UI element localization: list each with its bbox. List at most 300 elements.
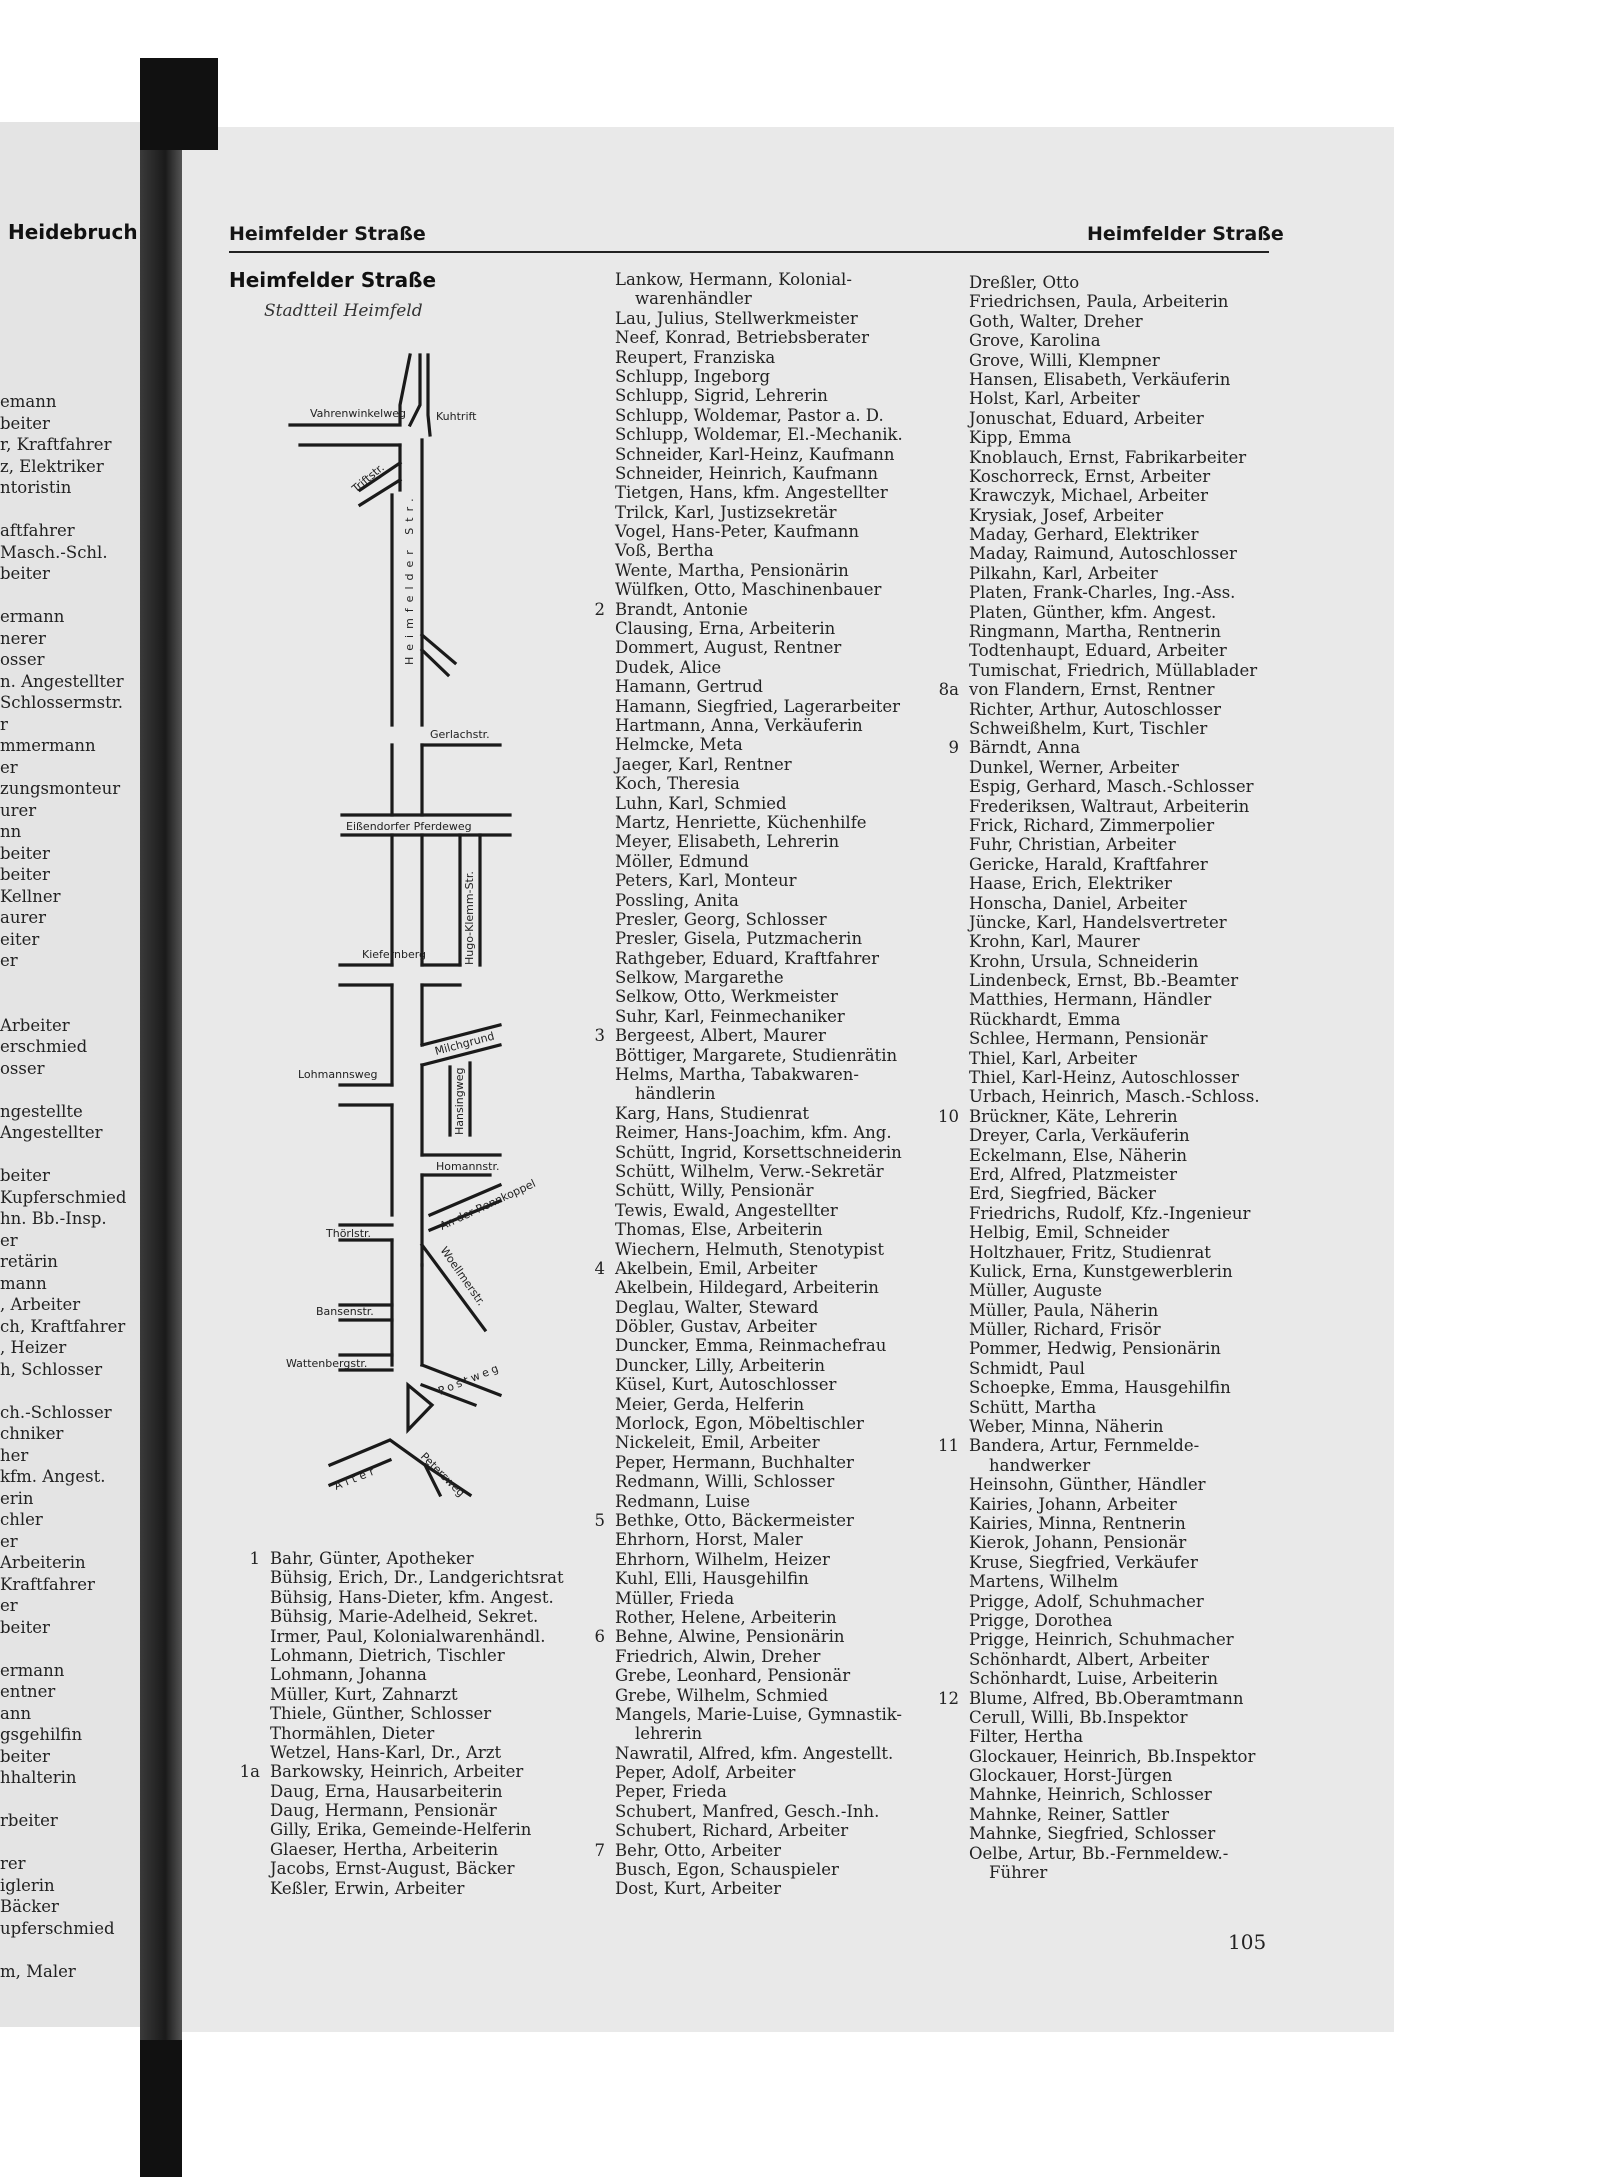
resident-entry [969, 894, 1260, 913]
house-number: 7 [594, 1840, 605, 1860]
resident-text: Wetzel, Hans-Karl, Dr., Arzt [270, 1742, 502, 1762]
resident-text: Kipp, Emma [969, 428, 1072, 448]
resident-entry [615, 1046, 903, 1065]
resident-entry [969, 990, 1260, 1009]
resident-entry [615, 406, 903, 425]
resident-text: Vogel, Hans-Peter, Kaufmann [615, 522, 860, 542]
resident-text: Morlock, Egon, Möbeltischler [615, 1414, 864, 1434]
resident-entry [969, 1126, 1260, 1145]
resident-text: Kairies, Johann, Arbeiter [969, 1494, 1177, 1514]
resident-entry [615, 580, 903, 599]
resident-entry [969, 583, 1260, 602]
resident-entry [270, 1724, 564, 1743]
resident-entry [270, 1685, 564, 1704]
resident-entry [615, 1395, 903, 1414]
left-page-fragment-line: r, Kraftfahrer [0, 435, 112, 454]
resident-text: Thormählen, Dieter [270, 1723, 435, 1743]
resident-entry [615, 813, 903, 832]
resident-entry [938, 1436, 1260, 1456]
resident-text: Weber, Minna, Näherin [969, 1417, 1164, 1437]
resident-text: Tumischat, Friedrich, Müllablader [969, 660, 1258, 680]
resident-text: Lankow, Hermann, Kolonial- [615, 270, 852, 289]
resident-entry [969, 351, 1260, 370]
resident-entry [270, 1859, 564, 1878]
resident-entry [615, 522, 903, 541]
resident-entry [969, 1863, 1260, 1882]
resident-entry [615, 1084, 903, 1103]
resident-text: Dost, Kurt, Arbeiter [615, 1879, 782, 1899]
resident-text: Mahnke, Heinrich, Schlosser [969, 1785, 1212, 1805]
resident-text: Glaeser, Hertha, Arbeiterin [270, 1839, 499, 1859]
resident-entry [615, 464, 903, 483]
left-page-fragment-line: hhalterin [0, 1768, 77, 1787]
running-header-right: Heimfelder Straße [1087, 223, 1284, 245]
house-number: 3 [594, 1026, 605, 1046]
resident-text: Müller, Frieda [615, 1588, 735, 1608]
resident-entry [615, 1298, 903, 1317]
resident-text: Kruse, Siegfried, Verkäufer [969, 1552, 1198, 1572]
resident-text: Behr, Otto, Arbeiter [615, 1840, 781, 1860]
resident-text: Schütt, Wilhelm, Verw.-Sekretär [615, 1161, 884, 1181]
left-page-fragment-line: z, Elektriker [0, 456, 104, 476]
resident-text: Grove, Willi, Klempner [969, 350, 1160, 370]
resident-entry [969, 777, 1260, 796]
resident-text: Possling, Anita [615, 890, 739, 910]
house-number: 4 [594, 1258, 605, 1278]
resident-text: Jaeger, Karl, Rentner [615, 754, 792, 774]
resident-entry [969, 1146, 1260, 1165]
resident-text: Schütt, Willy, Pensionär [615, 1181, 814, 1201]
map-label-petersweg: Petersweg [417, 1449, 468, 1500]
resident-text: Bühsig, Marie-Adelheid, Sekret. [270, 1607, 539, 1627]
resident-text: Döbler, Gustav, Arbeiter [615, 1317, 817, 1337]
left-page-fragment-line: Angestellter [0, 1123, 103, 1142]
resident-text: Mahnke, Siegfried, Schlosser [969, 1824, 1216, 1844]
resident-text: Prigge, Heinrich, Schuhmacher [969, 1630, 1234, 1650]
resident-text: Kierok, Johann, Pensionär [969, 1533, 1187, 1553]
resident-text: Presler, Gisela, Putzmacherin [615, 929, 863, 949]
resident-entry [969, 544, 1260, 563]
resident-text: Schoepke, Emma, Hausgehilfin [969, 1378, 1231, 1398]
resident-text: Neef, Konrad, Betriebsberater [615, 328, 870, 348]
resident-text: Schlee, Hermann, Pensionär [969, 1029, 1208, 1049]
resident-entry [615, 1104, 903, 1123]
left-page-fragment-line: upferschmied [0, 1918, 115, 1938]
left-page-fragment-line: h, Schlosser [0, 1359, 103, 1379]
resident-text: warenhändler [635, 289, 752, 309]
left-page-fragment-line: hn. Bb.-Insp. [0, 1209, 107, 1228]
resident-entry [969, 1184, 1260, 1203]
resident-text: Schubert, Richard, Arbeiter [615, 1821, 849, 1841]
resident-entry [615, 852, 903, 871]
resident-text: Dunkel, Werner, Arbeiter [969, 757, 1179, 777]
book-gutter [140, 122, 182, 2042]
resident-entry [270, 1646, 564, 1665]
resident-entry [969, 758, 1260, 777]
resident-entry [615, 561, 903, 580]
resident-text: Nickeleit, Emil, Arbeiter [615, 1433, 820, 1453]
resident-entry [615, 735, 903, 754]
resident-text: Haase, Erich, Elektriker [969, 874, 1172, 894]
resident-text: Koch, Theresia [615, 774, 740, 794]
resident-entry [969, 1378, 1260, 1397]
map-label-kiefernberg: Kiefernberg [362, 948, 427, 961]
left-page-fragment-line: ngestellte [0, 1101, 83, 1121]
resident-text: Tietgen, Hans, kfm. Angestellter [615, 483, 888, 503]
resident-entry [615, 1550, 903, 1569]
resident-entry [270, 1820, 564, 1839]
resident-text: Wiechern, Helmuth, Stenotypist [615, 1239, 884, 1259]
resident-text: Schütt, Ingrid, Korsettschneiderin [615, 1142, 902, 1162]
resident-entry [969, 1087, 1260, 1106]
left-page-fragment-line: beiter [0, 1746, 50, 1766]
resident-entry [969, 1553, 1260, 1572]
resident-entry [615, 1589, 903, 1608]
resident-entry [938, 1688, 1260, 1708]
resident-text: Pommer, Hedwig, Pensionärin [969, 1339, 1221, 1359]
resident-text: Lindenbeck, Ernst, Bb.-Beamter [969, 971, 1239, 991]
left-page-fragment-line: n. Angestellter [0, 671, 124, 691]
directory-column-1 [239, 1549, 564, 1898]
left-page-fragment-line: ann [0, 1703, 32, 1723]
resident-entry [615, 949, 903, 968]
resident-text: Gilly, Erika, Gemeinde-Helferin [270, 1820, 532, 1840]
left-page-fragment-line: retärin [0, 1252, 58, 1271]
resident-text: Schlupp, Sigrid, Lehrerin [615, 386, 828, 406]
resident-text: Thomas, Else, Arbeiterin [615, 1220, 823, 1240]
left-page-fragment-line: nerer [0, 628, 46, 648]
resident-text: Ehrhorn, Horst, Maler [615, 1530, 803, 1550]
resident-text: Helmcke, Meta [615, 735, 743, 755]
map-label-pferdeweg: Eißendorfer Pferdeweg [346, 820, 472, 833]
left-page-fragment-line: r [0, 714, 8, 734]
left-page-fragment-line: osser [0, 650, 45, 669]
left-page-fragment-line: aurer [0, 908, 47, 927]
resident-entry [615, 1414, 903, 1433]
resident-text: Dreßler, Otto [969, 273, 1080, 292]
left-page-fragment-line: Arbeiterin [0, 1553, 86, 1572]
resident-entry [969, 331, 1260, 350]
house-number: 1a [239, 1762, 260, 1782]
resident-text: Meier, Gerda, Helferin [615, 1394, 805, 1414]
resident-entry [594, 1258, 903, 1278]
resident-text: Peper, Adolf, Arbeiter [615, 1763, 796, 1783]
resident-text: Peper, Hermann, Buchhalter [615, 1452, 854, 1472]
resident-text: Bühsig, Erich, Dr., Landgerichtsrat [270, 1568, 564, 1588]
resident-text: Akelbein, Emil, Arbeiter [615, 1258, 818, 1278]
resident-entry [615, 1007, 903, 1026]
resident-entry [615, 1472, 903, 1491]
resident-text: Cerull, Willi, Bb.Inspektor [969, 1707, 1188, 1727]
left-page-fragment-line: aftfahrer [0, 521, 75, 540]
map-label-milchgrund: Milchgrund [433, 1029, 496, 1058]
resident-entry [615, 774, 903, 793]
resident-entry [969, 273, 1260, 292]
page-number: 105 [1228, 1930, 1267, 1954]
map-label-homannstr: Homannstr. [436, 1160, 500, 1173]
resident-text: Müller, Auguste [969, 1281, 1102, 1301]
resident-text: Hartmann, Anna, Verkäuferin [615, 715, 863, 735]
resident-entry [615, 619, 903, 638]
resident-text: Selkow, Margarethe [615, 968, 784, 988]
left-page-fragment-line: urer [0, 800, 37, 820]
resident-text: Maday, Raimund, Autoschlosser [969, 544, 1237, 564]
resident-entry [969, 1010, 1260, 1029]
resident-entry [615, 1162, 903, 1181]
resident-entry [969, 506, 1260, 525]
resident-text: Nawratil, Alfred, kfm. Angestellt. [615, 1743, 894, 1763]
left-page-header: Heidebruch [8, 220, 138, 244]
resident-text: Tewis, Ewald, Angestellter [615, 1200, 838, 1220]
resident-text: Dommert, August, Rentner [615, 638, 842, 658]
running-header-left: Heimfelder Straße [229, 223, 426, 245]
resident-text: Friedrichs, Rudolf, Kfz.-Ingenieur [969, 1203, 1251, 1223]
resident-entry [615, 832, 903, 851]
resident-entry [594, 599, 903, 619]
resident-entry [615, 1065, 903, 1084]
resident-text: Clausing, Erna, Arbeiterin [615, 619, 836, 639]
resident-text: Barkowsky, Heinrich, Arbeiter [270, 1762, 524, 1782]
map-label-vahrenwinkelweg: Vahrenwinkelweg [310, 407, 406, 420]
map-label-postweg: Postweg [436, 1360, 504, 1398]
left-page-fragment-line: er [0, 1596, 18, 1615]
resident-entry [594, 1511, 903, 1530]
resident-entry [615, 445, 903, 464]
resident-entry [969, 1844, 1260, 1863]
map-label-wattenbergstr: Wattenbergstr. [286, 1357, 368, 1370]
resident-entry [270, 1704, 564, 1723]
resident-entry [615, 1763, 903, 1782]
resident-entry [969, 1805, 1260, 1824]
resident-entry [969, 1650, 1260, 1669]
directory-column-3 [938, 273, 1260, 1883]
resident-entry [615, 1647, 903, 1666]
left-page-fragment-line: er [0, 1230, 18, 1250]
resident-text: Richter, Arthur, Autoschlosser [969, 699, 1222, 719]
resident-entry [969, 622, 1260, 641]
left-page-fragment-line: osser [0, 1058, 45, 1078]
resident-text: Kulick, Erna, Kunstgewerblerin [969, 1261, 1233, 1281]
left-page-fragment-line: erin [0, 1488, 34, 1508]
left-page-fragment-line: beiter [0, 413, 50, 433]
street-map [270, 345, 538, 1505]
resident-entry [969, 855, 1260, 874]
resident-text: Schütt, Martha [969, 1397, 1097, 1417]
resident-entry [615, 328, 903, 347]
resident-text: Blume, Alfred, Bb.Oberamtmann [969, 1688, 1244, 1708]
resident-text: Martens, Wilhelm [969, 1572, 1119, 1592]
map-label-lohmannsweg: Lohmannsweg [298, 1068, 378, 1081]
resident-text: Krohn, Ursula, Schneiderin [969, 951, 1199, 971]
resident-entry [969, 1766, 1260, 1785]
resident-entry [239, 1762, 564, 1782]
resident-text: Erd, Alfred, Platzmeister [969, 1164, 1177, 1184]
resident-text: Ehrhorn, Wilhelm, Heizer [615, 1549, 830, 1569]
resident-text: Lau, Julius, Stellwerkmeister [615, 308, 858, 328]
resident-entry [969, 1262, 1260, 1281]
resident-entry [969, 389, 1260, 408]
resident-text: Müller, Kurt, Zahnarzt [270, 1684, 458, 1704]
resident-entry [615, 1569, 903, 1588]
resident-text: Schlupp, Woldemar, Pastor a. D. [615, 405, 884, 425]
left-page-fragment-line: beiter [0, 564, 50, 583]
resident-text: Krysiak, Josef, Arbeiter [969, 505, 1164, 525]
resident-text: Brückner, Käte, Lehrerin [969, 1106, 1178, 1126]
resident-text: Glockauer, Heinrich, Bb.Inspektor [969, 1746, 1256, 1766]
resident-text: lehrerin [635, 1724, 703, 1744]
resident-text: Grebe, Leonhard, Pensionär [615, 1666, 851, 1686]
resident-entry [615, 541, 903, 560]
resident-text: Fuhr, Christian, Arbeiter [969, 835, 1176, 855]
left-page-fragment-line: Masch.-Schl. [0, 542, 108, 562]
resident-text: Frick, Richard, Zimmerpolier [969, 815, 1215, 835]
directory-column-2 [594, 270, 903, 1899]
left-page-fragment-line: beiter [0, 1617, 50, 1637]
house-number: 2 [594, 599, 605, 619]
resident-text: Deglau, Walter, Steward [615, 1297, 819, 1317]
house-number: 10 [938, 1106, 959, 1126]
resident-entry [615, 1802, 903, 1821]
resident-entry [615, 348, 903, 367]
resident-entry [969, 1398, 1260, 1417]
left-page-fragment-line: her [0, 1445, 29, 1465]
resident-text: Daug, Erna, Hausarbeiterin [270, 1781, 503, 1801]
resident-entry [615, 367, 903, 386]
resident-entry [969, 1533, 1260, 1552]
left-page-fragment-line: Bäcker [0, 1897, 59, 1916]
house-number: 1 [249, 1549, 260, 1568]
resident-text: Lohmann, Dietrich, Tischler [270, 1645, 505, 1665]
left-page-fragment-line: m, Maler [0, 1961, 76, 1981]
resident-text: Mahnke, Reiner, Sattler [969, 1804, 1169, 1824]
street-title: Heimfelder Straße [229, 268, 437, 292]
resident-text: Krawczyk, Michael, Arbeiter [969, 486, 1209, 506]
resident-text: Hansen, Elisabeth, Verkäuferin [969, 369, 1231, 389]
resident-text: Kuhl, Elli, Hausgehilfin [615, 1569, 809, 1589]
resident-entry [969, 1456, 1260, 1475]
resident-text: Bethke, Otto, Bäckermeister [615, 1511, 854, 1530]
resident-text: Möller, Edmund [615, 851, 749, 871]
resident-entry [615, 1317, 903, 1336]
resident-text: Schneider, Karl-Heinz, Kaufmann [615, 444, 895, 464]
resident-text: Böttiger, Margarete, Studienrätin [615, 1045, 898, 1065]
resident-text: Platen, Günther, kfm. Angest. [969, 602, 1217, 622]
resident-entry [270, 1879, 564, 1898]
resident-text: Peters, Karl, Monteur [615, 871, 797, 891]
resident-text: Trilck, Karl, Justizsekretär [615, 502, 837, 522]
resident-text: Wente, Martha, Pensionärin [615, 560, 849, 580]
resident-text: Gericke, Harald, Kraftfahrer [969, 854, 1208, 874]
resident-text: handwerker [989, 1455, 1091, 1475]
resident-entry [615, 1860, 903, 1879]
left-page-fragment-line: er [0, 951, 18, 970]
resident-entry [969, 874, 1260, 893]
header-rule [229, 251, 1269, 253]
resident-text: Thiel, Karl-Heinz, Autoschlosser [969, 1068, 1239, 1088]
resident-entry [969, 952, 1260, 971]
resident-entry [969, 1824, 1260, 1843]
left-page-fragment-line: Schlossermstr. [0, 693, 124, 712]
house-number: 12 [938, 1688, 959, 1708]
resident-entry [615, 1666, 903, 1685]
house-number: 8a [938, 680, 959, 700]
resident-text: Schlupp, Ingeborg [615, 366, 771, 386]
resident-entry [969, 1630, 1260, 1649]
district-subtitle: Stadtteil Heimfeld [264, 301, 423, 321]
left-page-fragment-line: ermann [0, 607, 65, 626]
resident-text: Schubert, Manfred, Gesch.-Inh. [615, 1801, 880, 1821]
left-page-fragment-line: Kupferschmied [0, 1187, 127, 1207]
resident-entry [615, 1201, 903, 1220]
resident-text: Busch, Egon, Schauspieler [615, 1860, 839, 1880]
map-label-hansingweg: Hansingweg [453, 1067, 466, 1135]
resident-text: Dudek, Alice [615, 657, 722, 677]
resident-entry [969, 1611, 1260, 1630]
resident-text: Schmidt, Paul [969, 1358, 1085, 1378]
map-label-woellmerstr: Woellmerstr. [437, 1244, 488, 1309]
resident-entry [969, 719, 1260, 738]
left-page-fragment-line: ch, Kraftfahrer [0, 1316, 126, 1336]
map-label-alter: Alter [332, 1463, 380, 1493]
resident-entry [969, 1359, 1260, 1378]
left-page-fragment-line: mmermann [0, 736, 96, 755]
map-label-hugo-klemm-str: Hugo-Klemm-Str. [463, 871, 476, 965]
resident-text: von Flandern, Ernst, Rentner [969, 680, 1215, 700]
left-page-fragment-line: beiter [0, 843, 50, 863]
resident-entry [615, 1356, 903, 1375]
resident-entry [969, 1029, 1260, 1048]
resident-entry [615, 1181, 903, 1200]
resident-entry [969, 448, 1260, 467]
left-page-fragment [0, 122, 142, 2027]
resident-entry [969, 312, 1260, 331]
resident-text: Holtzhauer, Fritz, Studienrat [969, 1242, 1211, 1262]
left-page-fragment-line: mann [0, 1273, 47, 1293]
resident-text: Duncker, Lilly, Arbeiterin [615, 1355, 826, 1375]
left-page-fragment-line: Arbeiter [0, 1015, 70, 1035]
resident-entry [615, 1530, 903, 1549]
map-label-rennkoppel: An der Rennkoppel [437, 1176, 538, 1233]
resident-text: Daug, Hermann, Pensionär [270, 1801, 497, 1821]
resident-entry [615, 1782, 903, 1801]
resident-entry [615, 1453, 903, 1472]
left-page-fragment-line: Kraftfahrer [0, 1574, 95, 1594]
resident-text: Presler, Georg, Schlosser [615, 909, 827, 929]
resident-text: Führer [989, 1863, 1048, 1883]
resident-text: Bergeest, Albert, Maurer [615, 1026, 826, 1046]
resident-entry [615, 755, 903, 774]
resident-entry [969, 1708, 1260, 1727]
resident-entry [270, 1665, 564, 1684]
resident-entry [615, 1143, 903, 1162]
resident-entry [594, 1026, 903, 1046]
resident-entry [615, 1821, 903, 1840]
resident-entry [615, 386, 903, 405]
resident-entry [270, 1801, 564, 1820]
resident-entry [969, 1669, 1260, 1688]
left-page-fragment-line: rbeiter [0, 1811, 58, 1830]
resident-entry [615, 910, 903, 929]
resident-entry [969, 913, 1260, 932]
resident-text: Espig, Gerhard, Masch.-Schlosser [969, 777, 1254, 797]
resident-entry [969, 603, 1260, 622]
resident-entry [249, 1549, 564, 1568]
resident-text: Duncker, Emma, Reinmachefrau [615, 1336, 887, 1356]
resident-entry [969, 467, 1260, 486]
resident-entry [969, 428, 1260, 447]
resident-text: Pilkahn, Karl, Arbeiter [969, 563, 1158, 583]
map-label-gerlachstr: Gerlachstr. [430, 728, 490, 741]
